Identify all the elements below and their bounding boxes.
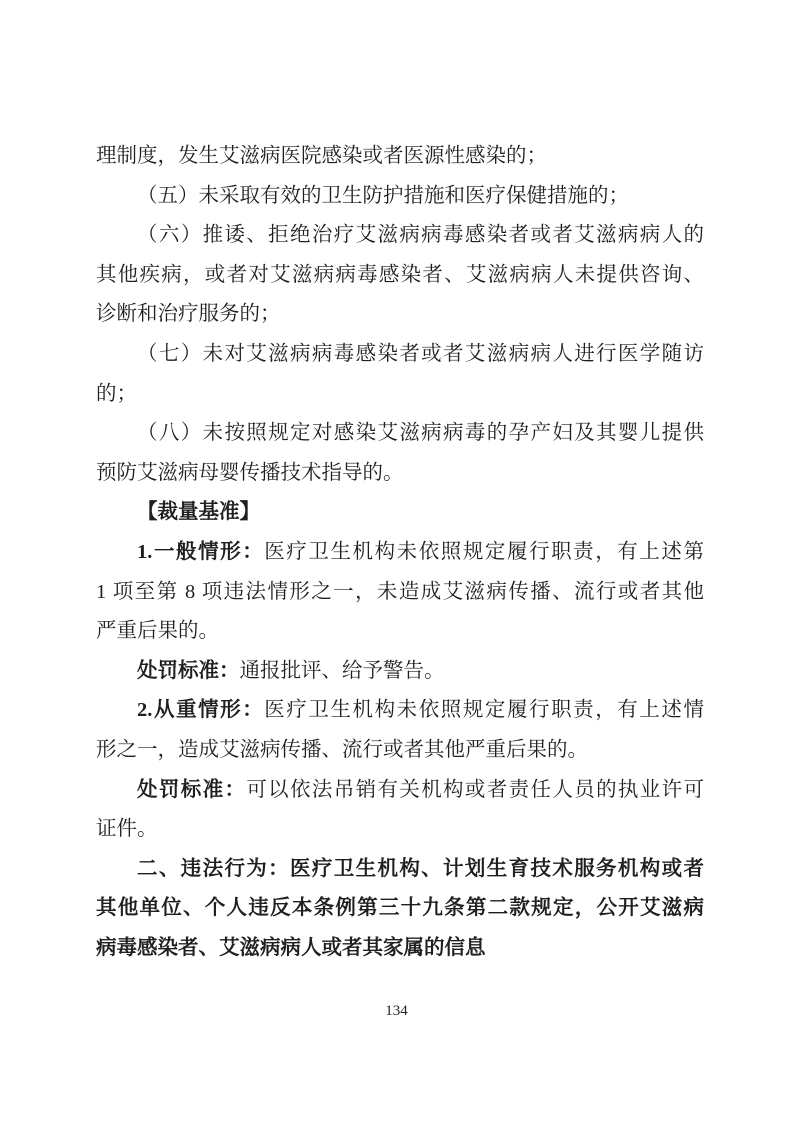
text-segment: 理制度，发生艾滋病医院感染或者医源性感染的； (96, 145, 547, 167)
text-line-3 (96, 216, 704, 256)
text-segment: 诊断和治疗服务的； (96, 303, 281, 326)
bold-text-segment: 处罚标准： (137, 778, 247, 801)
text-line-21 (96, 929, 704, 969)
text-line-14 (96, 652, 704, 692)
text-line-10 (96, 493, 704, 533)
text-line-15 (96, 691, 704, 731)
text-line-8 (96, 414, 704, 454)
text-segment: 通报批评、给予警告。 (239, 659, 445, 682)
text-line-20 (96, 889, 704, 929)
bold-text-segment: 处罚标准： (137, 659, 240, 682)
bold-text-segment: 【裁量基准】 (137, 501, 260, 524)
text-segment: （七）未对艾滋病病毒感染者或者艾滋病病人进行医学随访 (137, 342, 704, 365)
bold-text-segment: 其他单位、个人违反本条例第三十九条第二款规定，公开艾滋病 (96, 897, 704, 920)
text-line-9 (96, 454, 704, 494)
text-segment: 形之一，造成艾滋病传播、流行或者其他严重后果的。 (96, 738, 588, 761)
text-segment: （八）未按照规定对感染艾滋病病毒的孕产妇及其婴儿提供 (137, 422, 704, 445)
text-line-11 (96, 533, 704, 573)
bold-text-segment: 1.一般情形： (137, 540, 265, 563)
text-segment: 其他疾病，或者对艾滋病病毒感染者、艾滋病病人未提供咨询、 (96, 263, 704, 286)
text-line-13 (96, 612, 704, 652)
page-number: 134 (385, 1003, 408, 1019)
text-line-12 (96, 573, 704, 613)
text-line-7 (96, 375, 704, 415)
text-segment: 证件。 (96, 818, 158, 841)
bold-text-segment: 病毒感染者、艾滋病病人或者其家属的信息 (96, 936, 486, 959)
text-line-17 (96, 771, 704, 811)
text-segment: 严重后果的。 (96, 620, 219, 643)
text-line-1 (96, 137, 704, 177)
text-line-4 (96, 256, 704, 296)
text-segment: 的； (96, 382, 137, 405)
bold-text-segment: 二、违法行为：医疗卫生机构、计划生育技术服务机构或者 (137, 857, 704, 880)
text-line-16 (96, 731, 704, 771)
text-segment: （六）推诿、拒绝治疗艾滋病病毒感染者或者艾滋病病人的 (137, 224, 704, 247)
text-segment: 预防艾滋病母婴传播技术指导的。 (96, 461, 404, 484)
text-segment: 医疗卫生机构未依照规定履行职责，有上述第 (264, 540, 704, 563)
text-segment: 1 项至第 8 项违法情形之一，未造成艾滋病传播、流行或者其他 (96, 580, 704, 603)
text-line-18 (96, 810, 704, 850)
text-segment: 医疗卫生机构未依照规定履行职责，有上述情 (264, 699, 704, 722)
text-line-2 (96, 177, 704, 217)
text-line-6 (96, 335, 704, 375)
text-line-19 (96, 850, 704, 890)
bold-text-segment: 2.从重情形： (137, 699, 265, 722)
text-line-5 (96, 295, 704, 335)
text-segment: 可以依法吊销有关机构或者责任人员的执业许可 (246, 778, 705, 801)
document-text-block (96, 137, 704, 968)
text-segment: （五）未采取有效的卫生防护措施和医疗保健措施的； (137, 184, 629, 207)
